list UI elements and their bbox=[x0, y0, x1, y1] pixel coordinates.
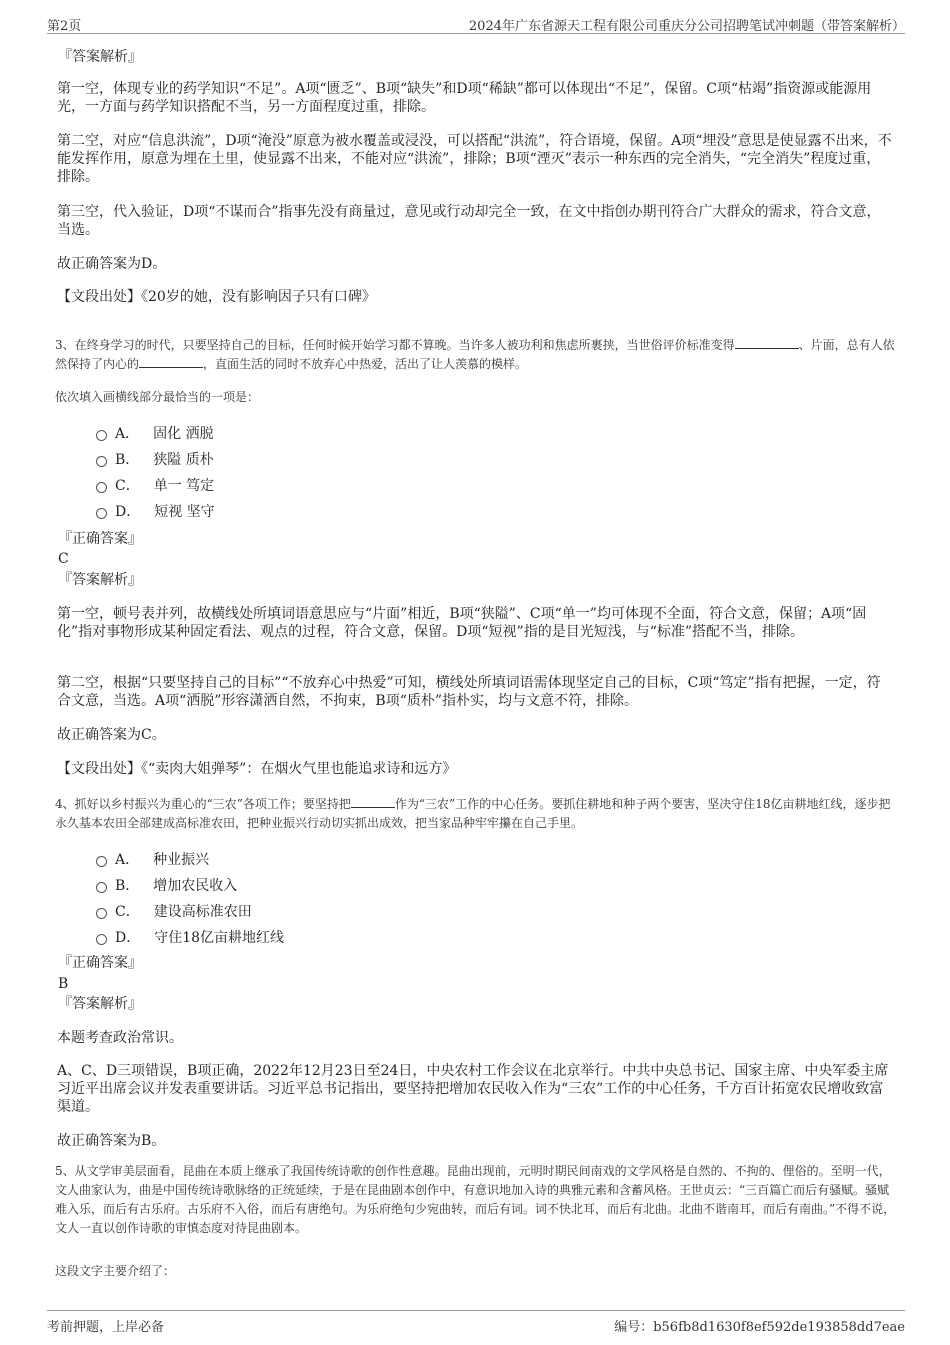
q4-analysis-label: 『答案解析』 bbox=[58, 996, 142, 1012]
q2-analysis-p2: 第二空，对应“信息洪流”，D项“淹没”原意为被水覆盖或浸没，可以搭配“洪流”，符合语境，保留。A项“埋没”意思是使显露不出来，不能发挥作用，原意为埋在土里，使显露不出来，不能对应“洪流”，排除；B项“湮灭”表示一种东西的完全消失，“完全消失”程度过重，排除。 bbox=[57, 133, 892, 185]
q3-instruction: 依次填入画横线部分最恰当的一项是： bbox=[55, 390, 260, 404]
q4-answer: B bbox=[58, 976, 69, 992]
q4-answer-label: 『正确答案』 bbox=[58, 955, 142, 971]
q3-conclusion: 故正确答案为C。 bbox=[57, 727, 166, 743]
q4-conclusion: 故正确答案为B。 bbox=[57, 1133, 166, 1149]
q3-analysis-p1: 第一空，顿号表并列，故横线处所填词语意思应与“片面”相近，B项“狭隘”、C项“单一”均可体现不全面，符合文意，保留；A项“固化”指对事物形成某种固定看法、观点的过程，符合文意，保留。D项“短视”指的是目光短浅，与“标准”搭配不当，排除。 bbox=[57, 606, 867, 640]
document-title: 2024年广东省源天工程有限公司重庆分公司招聘笔试冲刺题（带答案解析） bbox=[468, 19, 905, 34]
page-number: 第2页 bbox=[47, 19, 82, 34]
page-header bbox=[47, 13, 905, 34]
q2-analysis-p3: 第三空，代入验证，D项“不谋而合”指事先没有商量过，意见或行动却完全一致，在文中指创办期刊符合广大群众的需求，符合文意，当选。 bbox=[57, 204, 881, 238]
q3-stem: 3、在终身学习的时代，只要坚持自己的目标，任何时候开始学习都不算晚。当许多人被功利和焦虑所裹挟，当世俗评价标准变得 、片面，总有人依然保持了内心的 ，直面生活的同时不放弃心中热爱，活出了让人羡慕的模样。 bbox=[55, 338, 895, 371]
q4-option-b[interactable]: B． 增加农民收入 bbox=[96, 877, 237, 895]
q2-analysis-p1: 第一空，体现专业的药学知识“不足”。A项“匮乏”、B项“缺失”和D项“稀缺”都可以体现出“不足”，保留。C项“枯竭”指资源或能源用光，一方面与药学知识搭配不当，另一方面程度过重，排除。 bbox=[57, 81, 872, 115]
q3-option-a[interactable]: A． 固化 洒脱 bbox=[96, 425, 214, 443]
q3-option-d[interactable]: D． 短视 坚守 bbox=[96, 503, 215, 521]
q3-blank-2 bbox=[139, 355, 203, 368]
q2-source: 【文段出处】《20岁的她，没有影响因子只有口碑》 bbox=[57, 289, 376, 305]
q4-analysis-p2: A、C、D三项错误，B项正确，2022年12月23日至24日，中央农村工作会议在北京举行。中共中央总书记、国家主席、中央军委主席习近平出席会议并发表重要讲话。习近平总书记指出，要坚持把增加农民收入作为“三农”工作的中心任务，千方百计拓宽农民增收致富渠道。 bbox=[57, 1063, 889, 1115]
q3-source: 【文段出处】《“卖肉大姐弹琴”：在烟火气里也能追求诗和远方》 bbox=[57, 761, 457, 777]
page-footer bbox=[47, 1310, 905, 1335]
radio-button[interactable] bbox=[96, 882, 107, 893]
q4-option-c[interactable]: C． 建设高标准农田 bbox=[96, 903, 252, 921]
q2-conclusion: 故正确答案为D。 bbox=[57, 256, 167, 272]
q3-blank-1 bbox=[735, 336, 799, 349]
radio-button[interactable] bbox=[96, 430, 107, 441]
radio-button[interactable] bbox=[96, 482, 107, 493]
q4-blank bbox=[351, 795, 395, 808]
q5-instruction: 这段文字主要介绍了： bbox=[55, 1264, 176, 1278]
radio-button[interactable] bbox=[96, 856, 107, 867]
q4-option-d[interactable]: D． 守住18亿亩耕地红线 bbox=[96, 929, 284, 947]
q3-analysis-label: 『答案解析』 bbox=[58, 572, 142, 588]
radio-button[interactable] bbox=[96, 908, 107, 919]
document-id: 编号：b56fb8d1630f8ef592de193858dd7eae bbox=[614, 1320, 905, 1335]
footer-slogan: 考前押题，上岸必备 bbox=[47, 1320, 165, 1335]
q3-analysis-p2: 第二空，根据“只要坚持自己的目标”“不放弃心中热爱”可知，横线处所填词语需体现坚定自己的目标，C项“笃定”指有把握，一定，符合文意，当选。A项“洒脱”形容潇洒自然，不拘束，B项“质朴”指朴实，均与文意不符，排除。 bbox=[57, 675, 881, 709]
q3-answer: C bbox=[58, 551, 69, 567]
q2-analysis-label: 『答案解析』 bbox=[58, 49, 142, 65]
q4-option-a[interactable]: A． 种业振兴 bbox=[96, 851, 209, 869]
radio-button[interactable] bbox=[96, 934, 107, 945]
q4-analysis-p1: 本题考查政治常识。 bbox=[57, 1030, 183, 1046]
radio-button[interactable] bbox=[96, 456, 107, 467]
q4-stem: 4、抓好以乡村振兴为重心的“三农”各项工作；要坚持把 作为“三农”工作的中心任务。要抓住耕地和种子两个要害，坚决守住18亿亩耕地红线，逐步把永久基本农田全部建成高标准农田，把种业振兴行动切实抓出成效，把当家品种牢牢攥在自己手里。 bbox=[55, 797, 891, 830]
q5-stem: 5、从文学审美层面看，昆曲在本质上继承了我国传统诗歌的创作性意趣。昆曲出现前，元明时期民间南戏的文学风格是自然的、不拘的、俚俗的。至明一代，文人曲家认为，曲是中国传统诗歌脉络的正统延续，于是在昆曲剧本创作中，有意识地加入诗的典雅元素和含蓄风格。王世贞云：“三百篇亡而后有骚赋。骚赋难入乐，而后有古乐府。古乐府不入俗，而后有唐绝句。为乐府绝句少宛曲转，而后有词。词不快北耳，而后有北曲。北曲不谐南耳，而后有南曲。”不得不说，文人一直以创作诗歌的审慎态度对待昆曲剧本。 bbox=[55, 1164, 896, 1235]
q3-option-c[interactable]: C． 单一 笃定 bbox=[96, 477, 214, 495]
q3-option-b[interactable]: B． 狭隘 质朴 bbox=[96, 451, 214, 469]
q3-answer-label: 『正确答案』 bbox=[58, 531, 142, 547]
radio-button[interactable] bbox=[96, 508, 107, 519]
